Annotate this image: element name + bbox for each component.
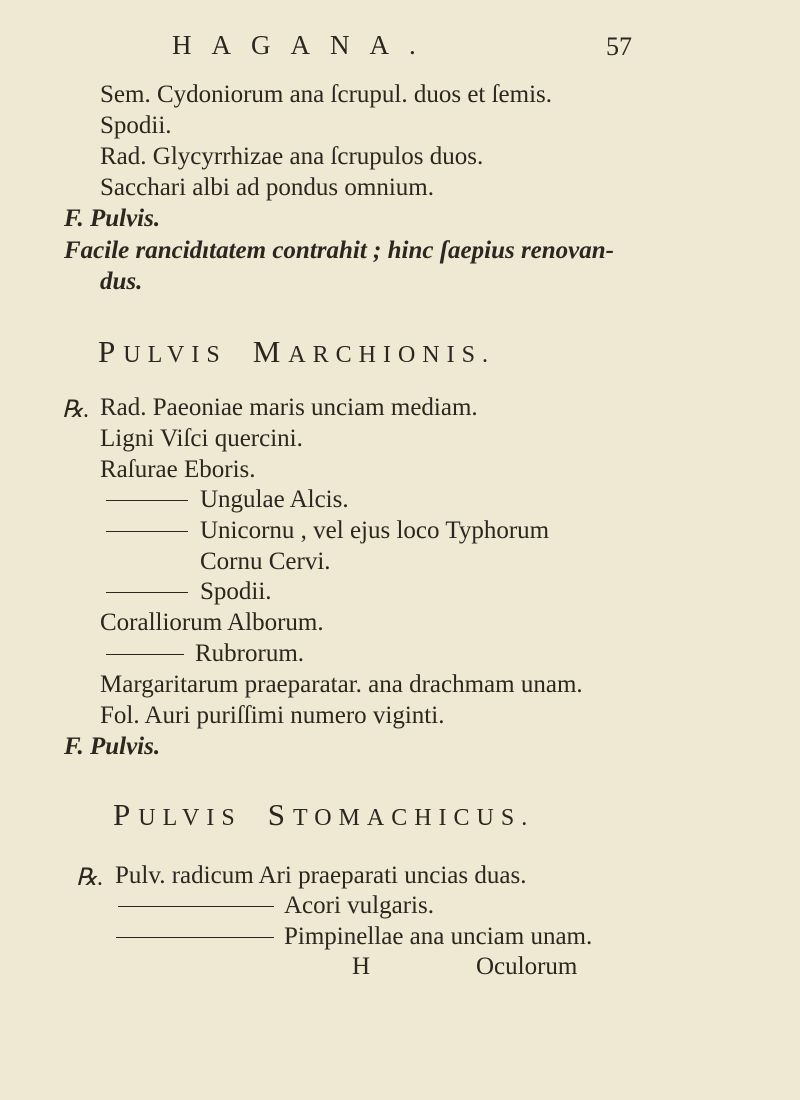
- text-line: Ligni Viſci quercini.: [100, 425, 303, 452]
- text-line: Coralliorum Alborum.: [100, 609, 324, 636]
- section-heading-stomachicus: PULVIS STOMACHICUS.: [113, 797, 535, 832]
- ditto-dash: [106, 500, 188, 501]
- recipe-symbol: ℞.: [76, 865, 104, 891]
- text-line: Raſurae Eboris.: [100, 456, 256, 483]
- text-line: Ungulae Alcis.: [200, 486, 349, 513]
- text-line: Rad. Paeoniae maris unciam mediam.: [100, 394, 478, 421]
- recipe-symbol: ℞.: [62, 397, 90, 423]
- ditto-dash: [118, 906, 274, 907]
- text-line: Rubrorum.: [195, 640, 305, 667]
- catchword: Oculorum: [476, 953, 578, 980]
- page-number: 57: [606, 32, 632, 61]
- text-line: Margaritarum praeparatar. ana drachmam unam.: [100, 671, 583, 698]
- note-line: dus.: [100, 268, 143, 295]
- ditto-dash: [106, 592, 188, 593]
- text-line: Cornu Cervi.: [200, 548, 331, 575]
- section-heading-marchionis: PULVIS MARCHIONIS.: [98, 334, 495, 369]
- text-line: Acori vulgaris.: [284, 892, 434, 919]
- ditto-dash: [106, 654, 184, 655]
- ditto-dash: [106, 531, 188, 532]
- ditto-dash: [116, 937, 274, 938]
- text-line: Fol. Auri puriſſimi numero viginti.: [100, 702, 445, 729]
- text-line: Pimpinellae ana unciam unam.: [284, 923, 593, 950]
- text-line: Unicornu , vel ejus loco Typhorum: [200, 517, 550, 544]
- f-pulvis-label: F. Pulvis.: [64, 733, 161, 760]
- text-line: Sacchari albi ad pondus omnium.: [100, 174, 434, 201]
- f-pulvis-label: F. Pulvis.: [64, 205, 161, 232]
- text-line: Pulv. radicum Ari praeparati uncias duas.: [115, 862, 527, 889]
- running-title: HAGANA.: [172, 30, 436, 60]
- text-line: Spodii.: [100, 112, 172, 139]
- text-line: Rad. Glycyrrhizae ana ſcrupulos duos.: [100, 143, 484, 170]
- page-header: [172, 30, 632, 70]
- text-line: Spodii.: [200, 578, 272, 605]
- text-line: Sem. Cydoniorum ana ſcrupul. duos et ſemis.: [100, 81, 553, 108]
- signature-mark: H: [352, 953, 371, 980]
- note-line: Facile rancidıtatem contrahit ; hinc ſaepius renovan-: [64, 237, 615, 264]
